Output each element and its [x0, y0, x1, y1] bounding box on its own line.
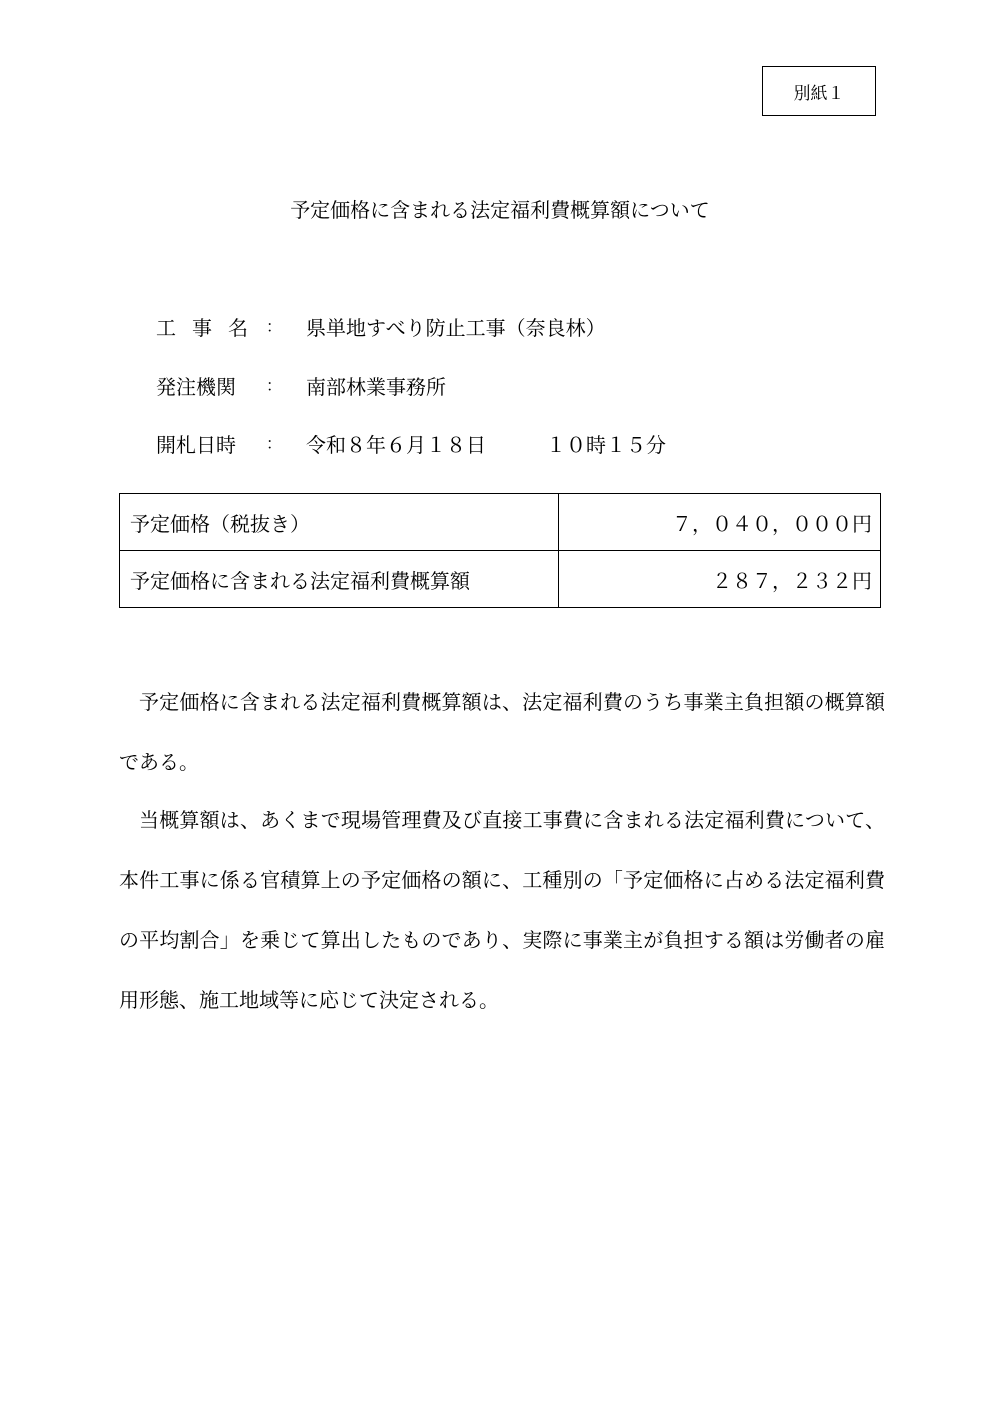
project-name-label: [156, 312, 248, 341]
welfare-cost-label: 予定価格に含まれる法定福利費概算額: [120, 551, 559, 608]
bid-opening-date-value: 令和８年６月１８日 １０時１５分: [306, 433, 666, 457]
project-name-label-char: 名: [228, 316, 248, 340]
project-name-label-char: 事: [192, 316, 212, 340]
info-row-project-name: [0, 312, 1000, 342]
attachment-label-box: [762, 66, 876, 116]
paragraph-explanation: 当概算額は、あくまで現場管理費及び直接工事費に含まれる法定福利費について、本件工事に係る官積算上の予定価格の額に、工種別の「予定価格に占める法定福利費の平均割合」を乗じて算出したものであり、実際に事業主が負担する額は労働者の雇用形態、施工地域等に応じて決定される。: [119, 808, 885, 1012]
attachment-label: 別紙１: [793, 83, 845, 104]
ordering-agency-value: 南部林業事務所: [306, 375, 446, 399]
estimated-price-value: ７，０４０，０００円: [559, 494, 881, 551]
paragraph-definition: 予定価格に含まれる法定福利費概算額は、法定福利費のうち事業主負担額の概算額である。: [119, 690, 885, 774]
table-row: [120, 551, 881, 608]
project-name-label-char: 工: [156, 316, 176, 340]
welfare-cost-value: ２８７，２３２円: [559, 551, 881, 608]
estimated-price-label: 予定価格（税抜き）: [120, 494, 559, 551]
project-name-value: 県単地すべり防止工事（奈良林）: [306, 316, 606, 340]
page-title: 予定価格に含まれる法定福利費概算額について: [290, 198, 710, 222]
price-table: [119, 493, 881, 608]
ordering-agency-label: 発注機関: [156, 375, 236, 399]
info-row-bid-opening-date: [0, 429, 1000, 459]
info-colon: ：: [266, 376, 283, 395]
info-colon: ：: [266, 434, 283, 453]
info-row-ordering-agency: [0, 371, 1000, 401]
bid-opening-date-label: 開札日時: [156, 433, 236, 457]
table-row: [120, 494, 881, 551]
info-colon: ：: [266, 317, 283, 336]
